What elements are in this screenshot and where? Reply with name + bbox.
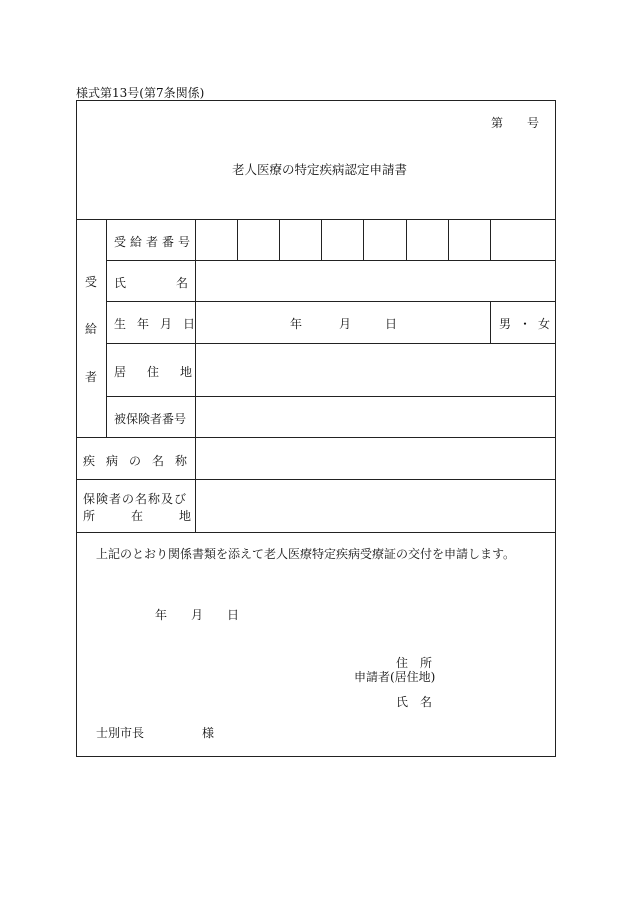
id-digit-divider: [279, 219, 280, 260]
id-digit-divider: [237, 219, 238, 260]
insurer-label-line1: 保険者の名称及び: [83, 492, 188, 506]
application-day: 日: [227, 608, 240, 622]
birth-year-label: 年: [290, 317, 303, 331]
id-digit-divider: [363, 219, 364, 260]
residence-label: 居住地: [114, 365, 214, 379]
recipient-group-divider: [106, 219, 107, 437]
sex-female[interactable]: 女: [538, 317, 551, 331]
row-divider-insurer: [76, 532, 556, 533]
sex-separator: ・: [519, 317, 532, 331]
recipient-group-char: 給: [85, 322, 98, 336]
recipient-group-char: 受: [85, 275, 98, 289]
recipient-group-char: 者: [85, 370, 98, 384]
application-year: 年: [155, 608, 168, 622]
applicant-label: 申請者(居住地): [354, 670, 436, 684]
addressee-honorific: 様: [202, 726, 215, 740]
header-divider: [76, 219, 556, 220]
addressee-mayor: 士別市長: [96, 726, 145, 740]
row-divider-disease: [76, 479, 556, 480]
applicant-address-label: 住 所: [396, 656, 433, 670]
applicant-name-label: 氏 名: [396, 695, 433, 709]
row-divider-birth: [106, 343, 556, 344]
row-divider-residence: [106, 396, 556, 397]
name-label-b: 名: [176, 276, 189, 290]
insured-number-label: 被保険者番号: [114, 412, 187, 426]
row-divider-id: [106, 260, 556, 261]
birth-month-label: 月: [339, 317, 352, 331]
page-title: 老人医療の特定疾病認定申請書: [232, 162, 408, 177]
id-digit-divider: [406, 219, 407, 260]
declaration-text: 上記のとおり関係書類を添えて老人医療特定疾病受療証の交付を申請します。: [96, 547, 516, 561]
number-label-dai: 第: [491, 116, 504, 130]
sex-male[interactable]: 男: [499, 317, 512, 331]
name-label-a: 氏: [114, 276, 127, 290]
number-label-go: 号: [527, 116, 540, 130]
birth-date-label: 生年月日: [114, 317, 207, 331]
form-number: 様式第13号(第7条関係): [76, 86, 205, 100]
recipient-id-label: 受給者番号: [114, 235, 195, 249]
disease-name-label: 疾病の名称: [83, 454, 199, 468]
id-digit-divider: [448, 219, 449, 260]
birth-day-label: 日: [385, 317, 398, 331]
insurer-label-line2: 所在地: [83, 509, 228, 523]
sex-column-divider: [490, 301, 491, 343]
application-form-frame: [76, 100, 556, 757]
row-divider-name: [106, 301, 556, 302]
row-divider-insured: [76, 437, 556, 438]
id-digit-divider: [321, 219, 322, 260]
id-box-end: [490, 219, 491, 260]
application-month: 月: [191, 608, 204, 622]
